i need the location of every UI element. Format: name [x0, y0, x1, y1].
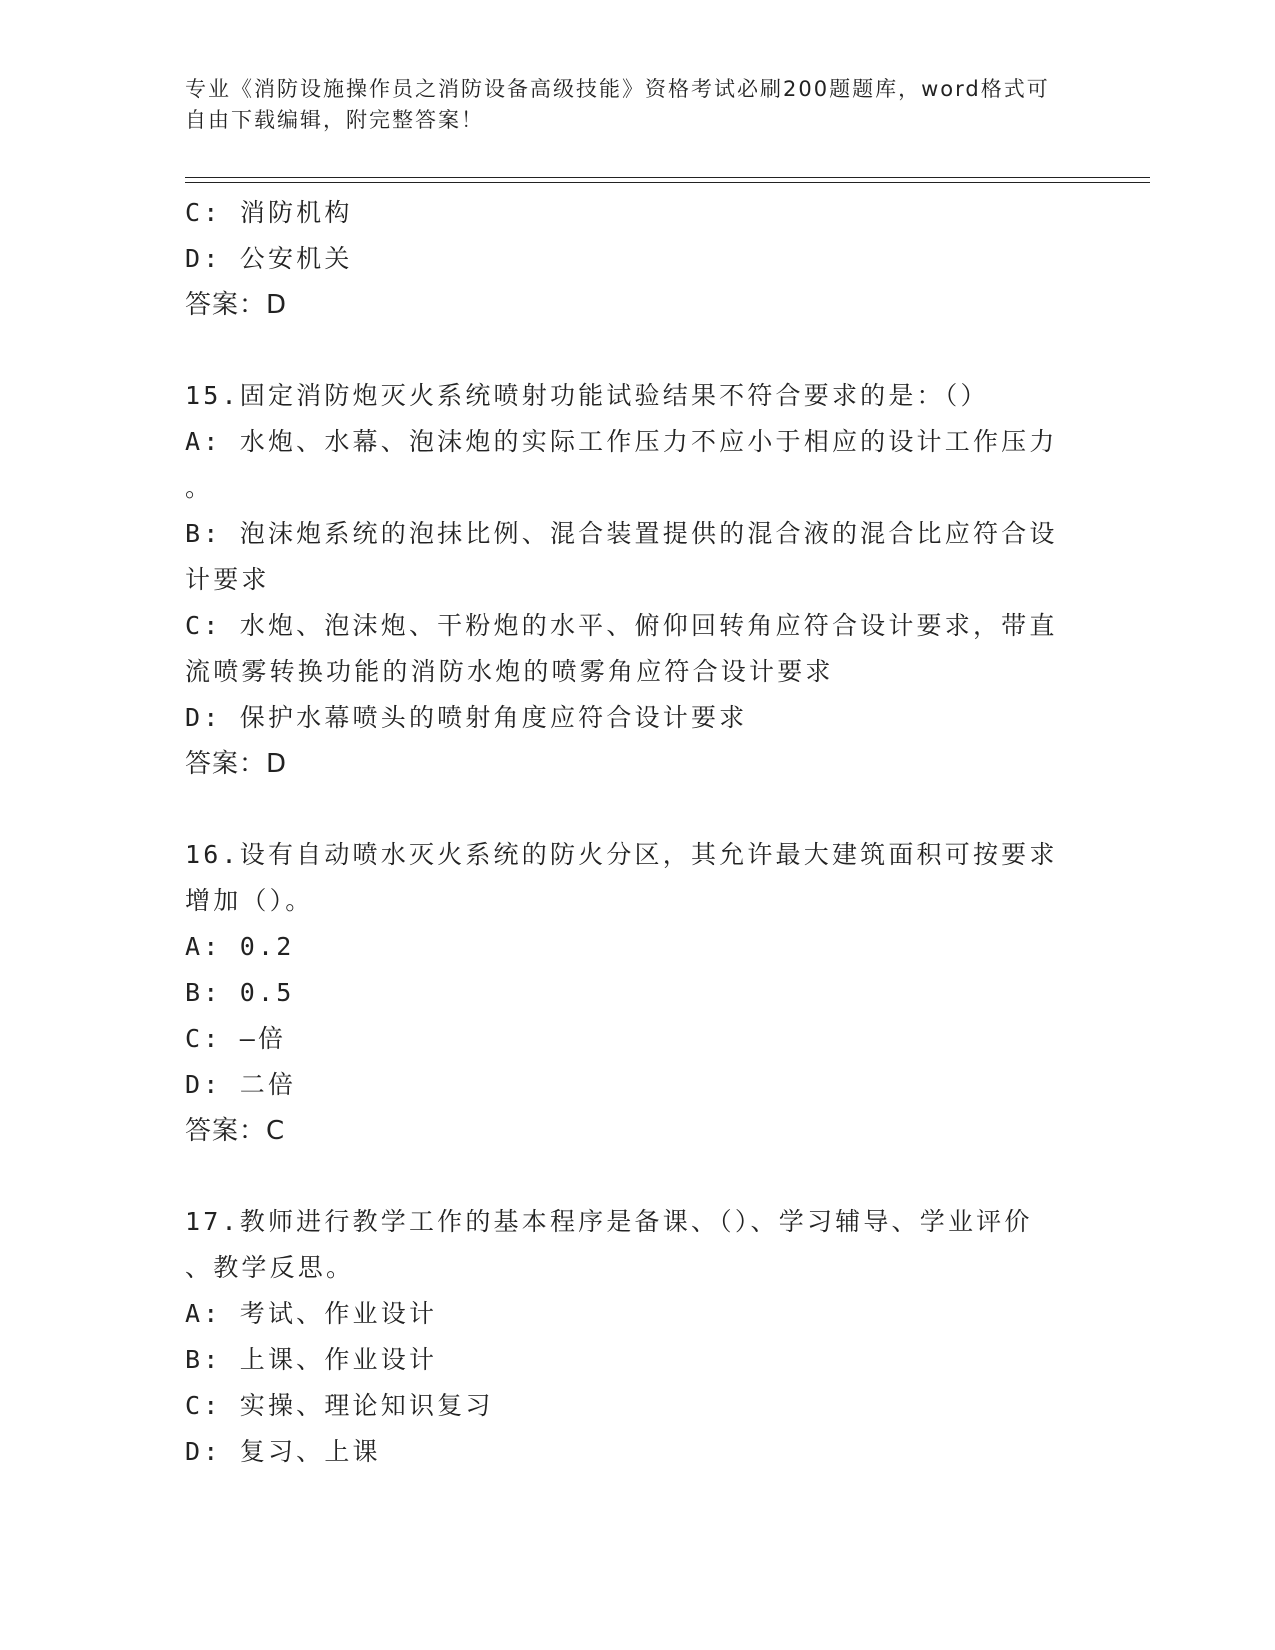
question-17 [185, 1199, 1075, 1475]
option-c: C: —倍 [185, 1024, 287, 1053]
option-a: A: 考试、作业设计 [185, 1299, 438, 1328]
option-c-continued: 流喷雾转换功能的消防水炮的喷雾角应符合设计要求 [185, 657, 834, 686]
option-a: A: 0.2 [185, 932, 295, 961]
question-text: 15.固定消防炮灭火系统喷射功能试验结果不符合要求的是：（） [185, 381, 989, 410]
question-text-continued: 增加（）。 [185, 886, 314, 915]
option-b: B: 上课、作业设计 [185, 1345, 438, 1374]
header-divider-bottom [185, 182, 1150, 183]
answer-line: 答案：D [185, 749, 288, 779]
question-text-continued: 、教学反思。 [185, 1253, 355, 1282]
option-a: A: 水炮、水幕、泡沫炮的实际工作压力不应小于相应的设计工作压力 [185, 427, 1058, 456]
option-c: C: 水炮、泡沫炮、干粉炮的水平、俯仰回转角应符合设计要求，带直 [185, 611, 1058, 640]
question-text: 17.教师进行教学工作的基本程序是备课、（）、学习辅导、学业评价 [185, 1207, 1033, 1236]
option-c: C: 消防机构 [185, 198, 353, 227]
option-b: B: 0.5 [185, 978, 295, 1007]
question-16 [185, 832, 1075, 1154]
option-d: D: 复习、上课 [185, 1437, 381, 1466]
option-d: D: 二倍 [185, 1070, 297, 1099]
option-b: B: 泡沫炮系统的泡抹比例、混合装置提供的混合液的混合比应符合设 [185, 519, 1058, 548]
option-d: D: 公安机关 [185, 244, 353, 273]
header-divider-top [185, 177, 1150, 178]
question-text: 16.设有自动喷水灭火系统的防火分区，其允许最大建筑面积可按要求 [185, 840, 1058, 869]
option-d: D: 保护水幕喷头的喷射角度应符合设计要求 [185, 703, 748, 732]
option-c: C: 实操、理论知识复习 [185, 1391, 494, 1420]
question-14-tail [185, 190, 1075, 328]
page-header: 专业《消防设施操作员之消防设备高级技能》资格考试必刷200题题库，word格式可自由下载编辑，附完整答案！ [185, 77, 1050, 132]
option-a-continued: 。 [185, 473, 214, 502]
answer-line: 答案：C [185, 1116, 286, 1146]
document-body [185, 190, 1075, 1475]
question-15 [185, 373, 1075, 787]
answer-line: 答案：D [185, 290, 288, 320]
option-b-continued: 计要求 [185, 565, 270, 594]
